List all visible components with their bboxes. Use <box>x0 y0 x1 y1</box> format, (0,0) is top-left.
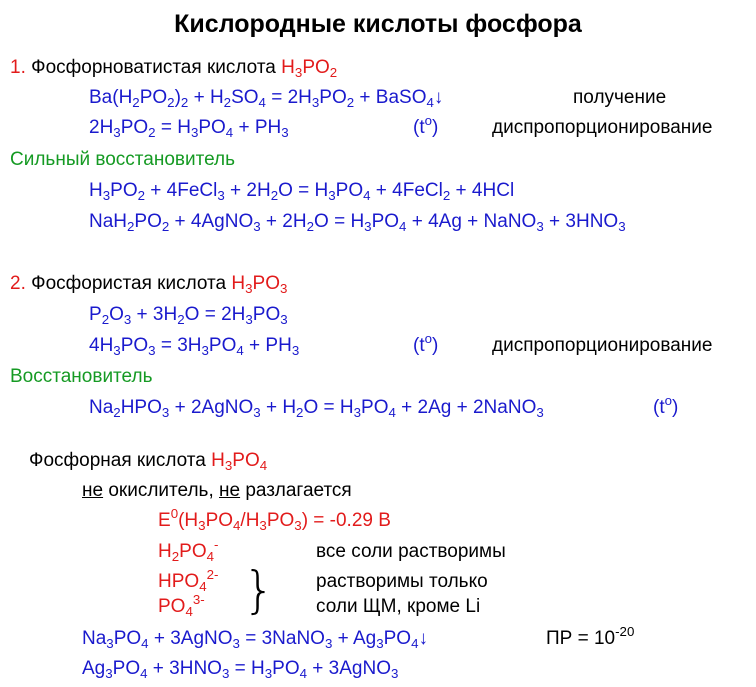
section3-eq-dissolution: $Ag_3PO_4 + 3HNO_3 = H_3PO_4$ + 3AgNO$_3$ <box>82 658 399 681</box>
page-title: Кислородные кислоты фосфора <box>174 10 582 38</box>
section1-eq-agno3: $NaH_2PO_2$ + 4AgNO$_3$ + $2H_2O = H_3PO_4 + 4Ag$ + NaNO$_3$ + $3HNO_3$ <box>89 211 626 234</box>
section3-formula: $H_3PO_4$ <box>211 450 268 473</box>
section3-solubility-product: ПР = $10^{-20}$ <box>546 624 635 649</box>
section2-condition-heat: $(t^o)$ <box>413 331 439 356</box>
ion-phosphate: $PO_4^{3-}$ <box>158 592 205 619</box>
ion-dihydrogen-phosphate-note: все соли растворимы <box>316 541 506 562</box>
section1-eq-preparation: $Ba(H_2PO_2)_2 + H_2SO_4 = 2H_3PO_2$ + BaSO$_4$↓ <box>89 87 444 110</box>
section2-name: Фосфористая кислота <box>31 273 227 294</box>
ion-solubility-note-line1: растворимы только <box>316 571 488 592</box>
section1-heading <box>10 57 338 80</box>
section2-note-disproportionation: диспропорционирование <box>492 335 713 356</box>
section1-note-preparation: получение <box>573 87 667 108</box>
section1-eq-fecl3: $H_3PO_2$ + 4FeCl$_3$ + $2H_2O = H_3PO_4$ + 4FeCl$_2$ + 4HCl <box>89 180 515 203</box>
ion-solubility-note-line2: соли ЩМ, кроме Li <box>316 596 481 617</box>
section1-property: Сильный восстановитель <box>10 149 236 170</box>
section3-eq-precipitation: $Na_3PO_4$ + 3AgNO$_3$ = 3NaNO$_3$ + $Ag_3PO_4↓$ <box>82 628 428 651</box>
section1-formula: $H_3PO_2$ <box>281 57 338 80</box>
ion-dihydrogen-phosphate: $H_2PO_4^-$ <box>158 537 219 564</box>
section2-condition-heat-2: $(t^o)$ <box>653 393 679 418</box>
section1-number: 1. <box>10 57 26 78</box>
right-curly-brace: } <box>243 561 275 619</box>
section2-eq-agno3: $Na_2HPO_3$ + 2AgNO$_3$ + $H_2O = H_3PO_4 + 2Ag$ + 2NaNO$_3$ <box>89 397 544 420</box>
section2-heading <box>10 273 288 296</box>
section2-formula: $H_3PO_3$ <box>231 273 288 296</box>
section3-properties: не окислитель, не разлагается <box>82 480 352 501</box>
section2-number: 2. <box>10 273 26 294</box>
section1-note-disproportionation: диспропорционирование <box>492 117 713 138</box>
section1-name: Фосфорноватистая кислота <box>31 57 276 78</box>
section1-condition-heat: $(t^o)$ <box>413 113 439 138</box>
section2-eq-preparation: $P_2O_3 + 3H_2O = 2H_3PO_3$ <box>89 304 288 327</box>
section3-name: Фосфорная кислота <box>29 450 206 471</box>
section3-heading <box>29 450 268 473</box>
section2-eq-disproportionation: $4H_3PO_3 = 3H_3PO_4 + PH_3$ <box>89 335 300 358</box>
ion-hydrogen-phosphate: $HPO_4^{2-}$ <box>158 567 219 594</box>
section2-property: Восстановитель <box>10 366 153 387</box>
section3-standard-potential: $E^0(H_3PO_4/H_3PO_3) = -0.29$ В <box>158 506 391 533</box>
section1-eq-disproportionation: $2H_3PO_2 = H_3PO_4 + PH_3$ <box>89 117 289 140</box>
